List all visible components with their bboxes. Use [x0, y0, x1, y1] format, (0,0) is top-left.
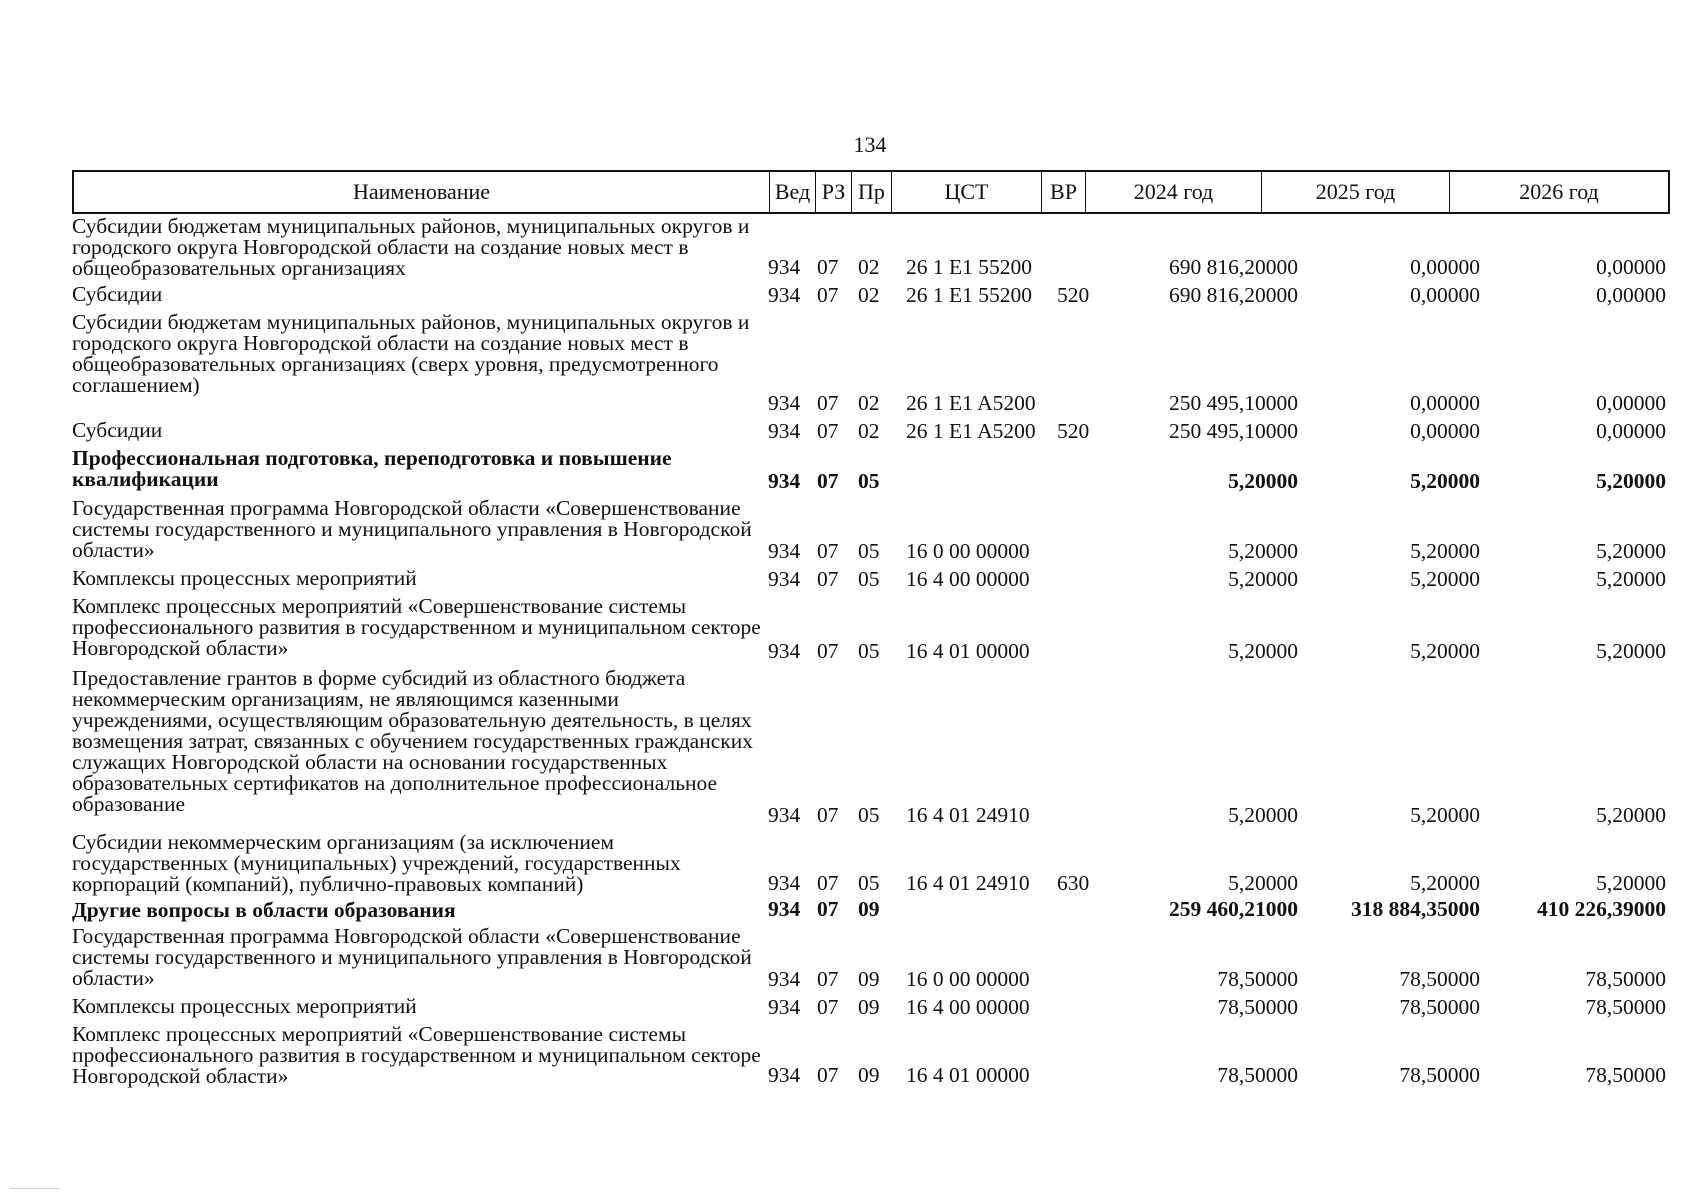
- row-ved: 934: [768, 803, 801, 827]
- row-rz: 07: [817, 539, 839, 563]
- row-values: [72, 256, 1670, 282]
- header-rz: РЗ: [816, 172, 852, 212]
- row-ved: 934: [768, 469, 801, 493]
- row-pr: 05: [858, 871, 880, 895]
- row-cst: 16 0 00 00000: [906, 539, 1030, 563]
- row-2024: 5,20000: [1228, 567, 1298, 591]
- row-2026: 78,50000: [1585, 967, 1666, 991]
- row-2025: 78,50000: [1399, 967, 1480, 991]
- row-2024: 690 816,20000: [1169, 283, 1298, 307]
- row-2024: 250 495,10000: [1169, 419, 1298, 443]
- row-name: Комплекс процессных мероприятий «Совершенствование системы профессионального развития в государственном и муниципальном секторе Новгородской области»: [72, 594, 761, 660]
- row-values: [72, 1064, 1670, 1090]
- row-2026: 410 226,39000: [1537, 897, 1666, 921]
- row-2026: 5,20000: [1596, 539, 1666, 563]
- header-2025: 2025 год: [1262, 172, 1450, 212]
- table-row: [72, 994, 1670, 1022]
- row-2025: 0,00000: [1410, 419, 1480, 443]
- row-vr: 520: [1057, 283, 1090, 307]
- row-rz: 07: [817, 803, 839, 827]
- row-2026: 78,50000: [1585, 995, 1666, 1019]
- table-row: [72, 924, 1670, 994]
- row-pr: 09: [858, 1063, 880, 1087]
- row-pr: 05: [858, 539, 880, 563]
- row-values: [72, 568, 1670, 594]
- row-cst: 16 4 00 00000: [906, 567, 1030, 591]
- row-ved: 934: [768, 967, 801, 991]
- row-name: Комплекс процессных мероприятий «Совершенствование системы профессионального развития в государственном и муниципальном секторе Новгородской области»: [72, 1022, 761, 1088]
- row-cst: 26 1 E1 A5200: [906, 391, 1036, 415]
- row-name: Субсидии: [72, 282, 163, 306]
- row-name: Другие вопросы в области образования: [72, 898, 456, 922]
- row-values: [72, 420, 1670, 446]
- row-2024: 78,50000: [1217, 967, 1298, 991]
- table-row: [72, 446, 1670, 496]
- header-pr: Пр: [852, 172, 892, 212]
- row-2026: 0,00000: [1596, 419, 1666, 443]
- row-cst: 16 4 01 24910: [906, 803, 1030, 827]
- row-2024: 5,20000: [1228, 871, 1298, 895]
- row-2026: 0,00000: [1596, 283, 1666, 307]
- row-rz: 07: [817, 567, 839, 591]
- row-2025: 5,20000: [1410, 469, 1480, 493]
- row-name: Государственная программа Новгородской области «Совершенствование системы государственного и муниципального управления в Новгородской области»: [72, 924, 752, 990]
- table-row: [72, 496, 1670, 566]
- row-2025: 0,00000: [1410, 255, 1480, 279]
- row-values: [72, 392, 1670, 418]
- row-cst: 16 4 01 24910: [906, 871, 1030, 895]
- row-cst: 16 4 00 00000: [906, 995, 1030, 1019]
- table-row: [72, 898, 1670, 924]
- row-name: Субсидии некоммерческим организациям (за исключением государственных (муниципальных) учреждений, государственных корпораций (компаний), публично-правовых компаний): [72, 830, 681, 896]
- row-2025: 78,50000: [1399, 995, 1480, 1019]
- row-ved: 934: [768, 539, 801, 563]
- row-cst: 16 4 01 00000: [906, 639, 1030, 663]
- row-pr: 02: [858, 391, 880, 415]
- table-row: [72, 666, 1670, 830]
- row-ved: 934: [768, 995, 801, 1019]
- row-vr: 630: [1057, 871, 1090, 895]
- table-row: [72, 310, 1670, 418]
- row-rz: 07: [817, 995, 839, 1019]
- table-row: [72, 1022, 1670, 1090]
- header-ved: Вед: [770, 172, 816, 212]
- row-2026: 0,00000: [1596, 255, 1666, 279]
- row-values: [72, 804, 1670, 830]
- row-pr: 05: [858, 469, 880, 493]
- table-row: [72, 830, 1670, 898]
- row-cst: 16 4 01 00000: [906, 1063, 1030, 1087]
- row-ved: 934: [768, 897, 801, 921]
- row-ved: 934: [768, 391, 801, 415]
- row-2025: 78,50000: [1399, 1063, 1480, 1087]
- table-row: [72, 418, 1670, 446]
- table-row: [72, 214, 1670, 282]
- row-rz: 07: [817, 1063, 839, 1087]
- header-cst: ЦСТ: [892, 172, 1042, 212]
- row-name: Субсидии бюджетам муниципальных районов, муниципальных округов и городского округа Новгородской области на создание новых мест в общеобразовательных организациях: [72, 214, 750, 280]
- row-values: [72, 968, 1670, 994]
- row-ved: 934: [768, 567, 801, 591]
- row-vr: 520: [1057, 419, 1090, 443]
- row-rz: 07: [817, 255, 839, 279]
- row-ved: 934: [768, 419, 801, 443]
- table-row: [72, 594, 1670, 666]
- row-pr: 09: [858, 897, 880, 921]
- row-values: [72, 470, 1670, 496]
- row-values: [72, 640, 1670, 666]
- row-pr: 05: [858, 803, 880, 827]
- row-rz: 07: [817, 391, 839, 415]
- row-name: Профессиональная подготовка, переподготовка и повышение квалификации: [72, 446, 672, 491]
- budget-table: [72, 170, 1670, 1090]
- row-2024: 5,20000: [1228, 803, 1298, 827]
- table-row: [72, 566, 1670, 594]
- row-name: Субсидии: [72, 418, 163, 442]
- row-values: [72, 540, 1670, 566]
- page-number: 134: [853, 132, 887, 157]
- row-values: [72, 872, 1670, 898]
- row-pr: 09: [858, 967, 880, 991]
- row-2025: 0,00000: [1410, 391, 1480, 415]
- row-2026: 5,20000: [1596, 469, 1666, 493]
- header-2026: 2026 год: [1519, 179, 1599, 204]
- row-2025: 318 884,35000: [1351, 897, 1480, 921]
- row-2026: 5,20000: [1596, 567, 1666, 591]
- row-2025: 5,20000: [1410, 567, 1480, 591]
- row-rz: 07: [817, 871, 839, 895]
- row-rz: 07: [817, 419, 839, 443]
- row-rz: 07: [817, 469, 839, 493]
- row-rz: 07: [817, 639, 839, 663]
- row-2025: 5,20000: [1410, 803, 1480, 827]
- header-vr: ВР: [1042, 172, 1086, 212]
- row-cst: 26 1 E1 55200: [906, 255, 1033, 279]
- row-2026: 0,00000: [1596, 391, 1666, 415]
- header-name: Наименование: [74, 172, 770, 212]
- table-body: [72, 214, 1670, 1090]
- row-2026: 5,20000: [1596, 871, 1666, 895]
- scan-artifact: [10, 1188, 60, 1189]
- row-2025: 5,20000: [1410, 639, 1480, 663]
- row-name: Субсидии бюджетам муниципальных районов, муниципальных округов и городского округа Новгородской области на создание новых мест в общеобразовательных организациях (сверх уровня, предусмотренного соглашением): [72, 310, 750, 397]
- row-ved: 934: [768, 255, 801, 279]
- row-2024: 78,50000: [1217, 995, 1298, 1019]
- row-values: [72, 284, 1670, 310]
- row-rz: 07: [817, 283, 839, 307]
- row-pr: 02: [858, 419, 880, 443]
- row-2026: 5,20000: [1596, 803, 1666, 827]
- row-ved: 934: [768, 639, 801, 663]
- row-2025: 0,00000: [1410, 283, 1480, 307]
- row-pr: 05: [858, 639, 880, 663]
- row-name: Комплексы процессных мероприятий: [72, 566, 417, 590]
- row-rz: 07: [817, 897, 839, 921]
- header-2024: 2024 год: [1086, 172, 1262, 212]
- row-ved: 934: [768, 283, 801, 307]
- row-pr: 02: [858, 283, 880, 307]
- row-values: [72, 996, 1670, 1022]
- row-name: Комплексы процессных мероприятий: [72, 994, 417, 1018]
- row-cst: 26 1 E1 A5200: [906, 419, 1036, 443]
- row-2024: 250 495,10000: [1169, 391, 1298, 415]
- row-pr: 09: [858, 995, 880, 1019]
- row-2026: 78,50000: [1585, 1063, 1666, 1087]
- row-2025: 5,20000: [1410, 539, 1480, 563]
- row-2026: 5,20000: [1596, 639, 1666, 663]
- row-values: [72, 898, 1670, 924]
- row-name: Государственная программа Новгородской области «Совершенствование системы государственного и муниципального управления в Новгородской области»: [72, 496, 752, 562]
- row-cst: 26 1 E1 55200: [906, 283, 1033, 307]
- row-ved: 934: [768, 871, 801, 895]
- row-cst: 16 0 00 00000: [906, 967, 1030, 991]
- row-2024: 5,20000: [1228, 469, 1298, 493]
- row-ved: 934: [768, 1063, 801, 1087]
- row-2025: 5,20000: [1410, 871, 1480, 895]
- row-2024: 690 816,20000: [1169, 255, 1298, 279]
- table-header: [72, 170, 1670, 214]
- row-2024: 259 460,21000: [1169, 897, 1298, 921]
- row-2024: 5,20000: [1228, 539, 1298, 563]
- row-2024: 78,50000: [1217, 1063, 1298, 1087]
- row-pr: 02: [858, 255, 880, 279]
- row-2024: 5,20000: [1228, 639, 1298, 663]
- table-row: [72, 282, 1670, 310]
- row-name: Предоставление грантов в форме субсидий из областного бюджета некоммерческим организациям, не являющимся казенными учреждениями, осуществляющим образовательную деятельность, в целях возмещения затрат, связанных с обучением государственных гражданских служащих Новгородской области на основании государственных образовательных сертификатов на дополнительное профессиональное образование: [72, 666, 753, 816]
- row-rz: 07: [817, 967, 839, 991]
- row-pr: 05: [858, 567, 880, 591]
